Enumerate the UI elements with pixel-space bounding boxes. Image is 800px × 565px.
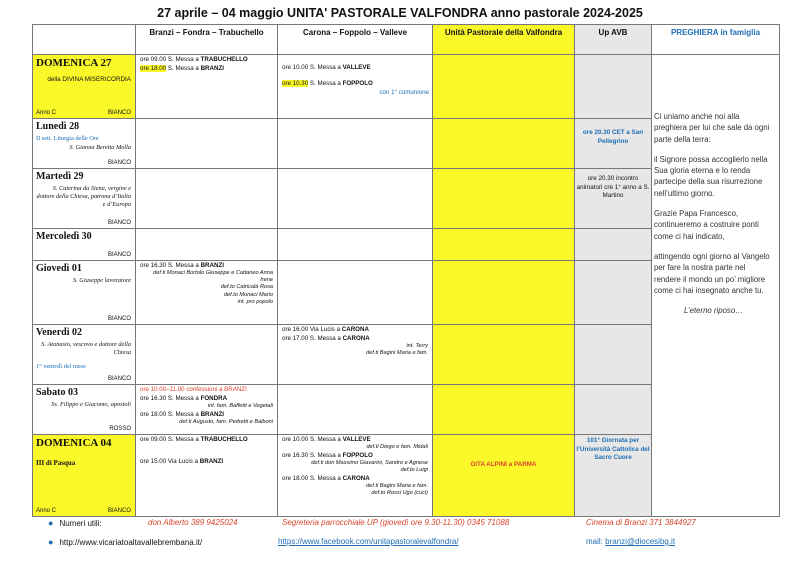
branzi-cell xyxy=(136,119,278,169)
day-saint: della DIVINA MISERICORDIA xyxy=(47,75,131,83)
event-note: int. Terry xyxy=(406,342,428,349)
branzi-cell xyxy=(136,55,278,119)
day-liturgy-week: II sett. Liturgia delle Ore xyxy=(36,134,99,142)
header-branzi: Branzi – Fondra – Trabuchello xyxy=(136,25,278,55)
prayer-cell xyxy=(652,55,780,517)
carona-cell xyxy=(278,169,433,229)
carona-cell xyxy=(278,119,433,169)
event-note: def.to Luigi xyxy=(400,467,428,474)
event-place: FOPPOLO xyxy=(342,79,373,87)
event-time: ore 10.00 xyxy=(282,64,309,71)
event-line xyxy=(136,64,277,73)
day-liturgy: III di Pasqua xyxy=(36,458,76,467)
liturgical-year: Anno C xyxy=(36,109,57,116)
event-place: FONDRA xyxy=(200,394,228,402)
event-subnote: con 1° comunione xyxy=(379,88,429,96)
event-time: ore 15.00 xyxy=(140,457,167,465)
day-cell xyxy=(33,385,136,435)
segreteria-phone: Segreteria parrocchiale UP (giovedì ore 9.30-11.30) 0345 71088 xyxy=(282,518,510,527)
event-time: ore 10.30 xyxy=(282,79,309,87)
header-up: Unità Pastorale della Valfondra xyxy=(433,25,575,55)
event-place: TRABUCHELLO xyxy=(200,436,248,443)
event-place: BRANZI xyxy=(200,64,224,72)
event-line xyxy=(136,261,277,270)
avb-cell xyxy=(575,229,652,261)
prayer-text xyxy=(652,55,779,316)
event-note: def.ti Diego e fam. Midali xyxy=(366,443,428,450)
up-event: GITA ALPINI a PARMA xyxy=(470,461,537,468)
liturgical-color: BIANCO xyxy=(107,251,131,258)
branzi-cell xyxy=(136,385,278,435)
avb-cell xyxy=(575,325,652,385)
event-text: S. Messa a xyxy=(309,334,341,342)
event-time: ore 18.00 xyxy=(140,64,167,72)
prayer-paragraph: il Signore possa accoglierlo nella Sua gloria eterna e lo renda partecipe della sua risurrezione nell’ultimo giorno. xyxy=(654,154,768,198)
header-carona: Carona – Foppolo – Valleve xyxy=(278,25,433,55)
event-line xyxy=(278,474,432,483)
event-text: S. Messa a xyxy=(167,56,199,63)
first-friday-note: 1° venerdì del mese xyxy=(36,362,86,370)
cinema-phone: Cinema di Branzi 371 3844927 xyxy=(586,518,696,527)
event-time: ore 09.00 xyxy=(140,56,167,63)
branzi-cell xyxy=(136,435,278,517)
bullet-icon: ● xyxy=(48,518,54,528)
avb-cell xyxy=(575,385,652,435)
event-text: S. Messa a xyxy=(309,436,341,443)
up-cell xyxy=(433,261,575,325)
event-text: Via Lucis a xyxy=(309,326,341,333)
event-line xyxy=(136,410,277,419)
day-cell xyxy=(33,261,136,325)
day-saint: S. Caterina da Siena, vergine e dottore della Chiesa, patrona d’Italia e d’Europa xyxy=(36,184,131,208)
event-time: ore 16.00 xyxy=(282,326,309,333)
event-time: ore 10.00 xyxy=(282,436,309,443)
carona-cell xyxy=(278,229,433,261)
avb-event: 101° Giornata per l’Università Cattolica del Sacro Cuore xyxy=(576,437,650,461)
prayer-paragraph: Ci uniamo anche noi alla preghiera per lui che sale da ogni parte della terra: xyxy=(654,112,770,144)
day-name: Sabato 03 xyxy=(36,387,78,398)
day-name: DOMENICA 04 xyxy=(36,437,112,449)
event-line xyxy=(278,435,432,444)
day-cell xyxy=(33,169,136,229)
up-cell xyxy=(433,435,575,517)
prayer-paragraph: Grazie Papa Francesco, continueremo a costruire ponti come ci hai indicato, xyxy=(654,209,759,241)
up-cell xyxy=(433,119,575,169)
header-prayer xyxy=(652,25,780,55)
event-time: ore 16.30 xyxy=(140,394,167,402)
event-note: def.to Rossi Ugo (cuci) xyxy=(371,490,428,497)
event-note: def.ti don Massimo Giavarini, Sandro e Agnese xyxy=(311,459,428,466)
event-confessions: ore 10.00–11.00 confessioni a BRANZI xyxy=(140,386,247,393)
up-cell xyxy=(433,325,575,385)
day-saint: Ss. Filippo e Giacomo, apostoli xyxy=(51,400,131,408)
up-cell xyxy=(433,385,575,435)
event-line xyxy=(278,334,432,343)
event-line xyxy=(136,55,277,64)
event-place: BRANZI xyxy=(200,262,224,269)
day-name: Lunedì 28 xyxy=(36,121,80,132)
day-name: Venerdì 02 xyxy=(36,327,83,338)
avb-cell xyxy=(575,55,652,119)
event-place: FOPPOLO xyxy=(342,452,373,460)
event-place: CARONA xyxy=(342,475,370,483)
don-phone: don Alberto 389 9425024 xyxy=(148,518,238,527)
liturgical-year: Anno C xyxy=(36,507,57,514)
event-line xyxy=(278,63,432,72)
event-time: ore 18.00 xyxy=(282,475,309,483)
avb-event: ore 20.30 CET a San Pellegrino xyxy=(582,129,644,145)
carona-cell xyxy=(278,325,433,385)
event-time: ore 09.00 xyxy=(140,436,167,443)
day-saint: S. Gianna Beretta Molla xyxy=(69,144,131,152)
event-place: TRABUCHELLO xyxy=(200,56,248,63)
carona-cell xyxy=(278,261,433,325)
event-place: VALLEVE xyxy=(342,64,371,71)
event-place: CARONA xyxy=(341,326,369,333)
event-line xyxy=(278,325,432,334)
event-line xyxy=(278,451,432,460)
carona-cell xyxy=(278,435,433,517)
event-note: def.to Catricalà Rosa xyxy=(220,284,273,291)
avb-cell xyxy=(575,169,652,229)
event-note: def.ti Augusto, fam. Pedretti e Balboni xyxy=(179,418,273,425)
event-text: S. Messa a xyxy=(167,64,199,72)
numbers-label: Numeri utili: xyxy=(59,519,102,528)
header-row xyxy=(33,25,780,55)
liturgical-color: BIANCO xyxy=(107,507,131,514)
liturgical-color: BIANCO xyxy=(107,219,131,226)
event-text: S. Messa a xyxy=(167,436,199,443)
event-place: CARONA xyxy=(342,334,370,342)
event-note: def.ti Bagini Maria e fam. xyxy=(366,483,428,490)
event-line xyxy=(278,72,432,88)
liturgical-color: ROSSO xyxy=(109,425,131,432)
event-note: def.ti Monaci Bortolo Giuseppe e Cattaneo Anna Irene xyxy=(153,269,273,284)
branzi-cell xyxy=(136,261,278,325)
facebook-link[interactable]: https://www.facebook.com/unitapastoralevalfondra/ xyxy=(278,537,459,546)
schedule-table xyxy=(32,24,780,517)
avb-cell xyxy=(575,435,652,517)
event-place: BRANZI xyxy=(200,410,224,418)
event-note: int. fam. Baffetti e Vegetali xyxy=(207,402,273,409)
day-name: Martedì 29 xyxy=(36,171,84,182)
event-line xyxy=(136,444,277,466)
up-cell xyxy=(433,169,575,229)
carona-cell xyxy=(278,385,433,435)
mail-link[interactable]: branzi@diocesibg.it xyxy=(605,537,676,546)
event-time: ore 18.00 xyxy=(140,410,167,418)
event-text: S. Messa a xyxy=(309,64,341,71)
header-day xyxy=(33,25,136,55)
event-text: S. Messa a xyxy=(309,452,341,460)
liturgical-color: BIANCO xyxy=(107,315,131,322)
table-row xyxy=(33,55,780,119)
event-time: ore 17.00 xyxy=(282,334,309,342)
day-cell xyxy=(33,229,136,261)
event-text: S. Messa a xyxy=(309,79,341,87)
bullet-icon: ● xyxy=(48,537,54,547)
liturgical-color: BIANCO xyxy=(107,375,131,382)
event-text: Via Lucis a xyxy=(167,457,199,465)
header-prayer-label: PREGHIERA in famiglia xyxy=(670,28,761,37)
up-cell xyxy=(433,55,575,119)
branzi-cell xyxy=(136,229,278,261)
day-cell xyxy=(33,55,136,119)
event-text: S. Messa a xyxy=(167,410,199,418)
day-name: Mercoledì 30 xyxy=(36,231,92,242)
liturgical-color: BIANCO xyxy=(107,109,131,116)
day-saint: S. Atanasio, vescovo e dottore della Chiesa xyxy=(41,340,131,356)
day-cell xyxy=(33,325,136,385)
page-title: 27 aprile – 04 maggio UNITA' PASTORALE VALFONDRA anno pastorale 2024-2025 xyxy=(157,6,643,20)
branzi-cell xyxy=(136,169,278,229)
event-text: S. Messa a xyxy=(309,475,341,483)
header-avb: Up AVB xyxy=(575,25,652,55)
carona-cell xyxy=(278,55,433,119)
event-time: ore 16.30 xyxy=(140,262,167,269)
prayer-paragraph: attingendo ogni giorno al Vangelo per fare la nostra parte nel rendere il mondo un po’ migliore come ci hai insegnato anche tu. xyxy=(654,251,770,295)
event-line xyxy=(136,394,277,403)
event-note: int. pro popolo xyxy=(237,298,273,305)
liturgical-color: BIANCO xyxy=(107,159,131,166)
avb-event: ore 20.30 incontro animatori cre 1° anno a S. Martino xyxy=(576,175,650,199)
site-link[interactable]: http://www.vicariatoaltavallebrembana.it/ xyxy=(59,538,203,547)
event-note: def.ti Bagini Maria e fam. xyxy=(366,349,428,356)
event-time: ore 16.30 xyxy=(282,452,309,460)
day-name: Giovedì 01 xyxy=(36,263,82,274)
event-text: S. Messa a xyxy=(167,394,199,402)
event-line xyxy=(136,435,277,444)
branzi-cell xyxy=(136,325,278,385)
avb-cell xyxy=(575,119,652,169)
event-place: VALLEVE xyxy=(342,436,371,443)
mail-label: mail: xyxy=(586,537,603,546)
event-text: S. Messa a xyxy=(167,262,199,269)
day-cell xyxy=(33,435,136,517)
avb-cell xyxy=(575,261,652,325)
event-note: def.to Monaci Mario xyxy=(223,291,273,298)
prayer-paragraph: L’eterno riposo… xyxy=(684,306,743,316)
day-name: DOMENICA 27 xyxy=(36,57,112,69)
day-cell xyxy=(33,119,136,169)
event-place: BRANZI xyxy=(199,457,224,465)
day-saint: S. Giuseppe lavoratore xyxy=(72,276,131,284)
up-cell xyxy=(433,229,575,261)
